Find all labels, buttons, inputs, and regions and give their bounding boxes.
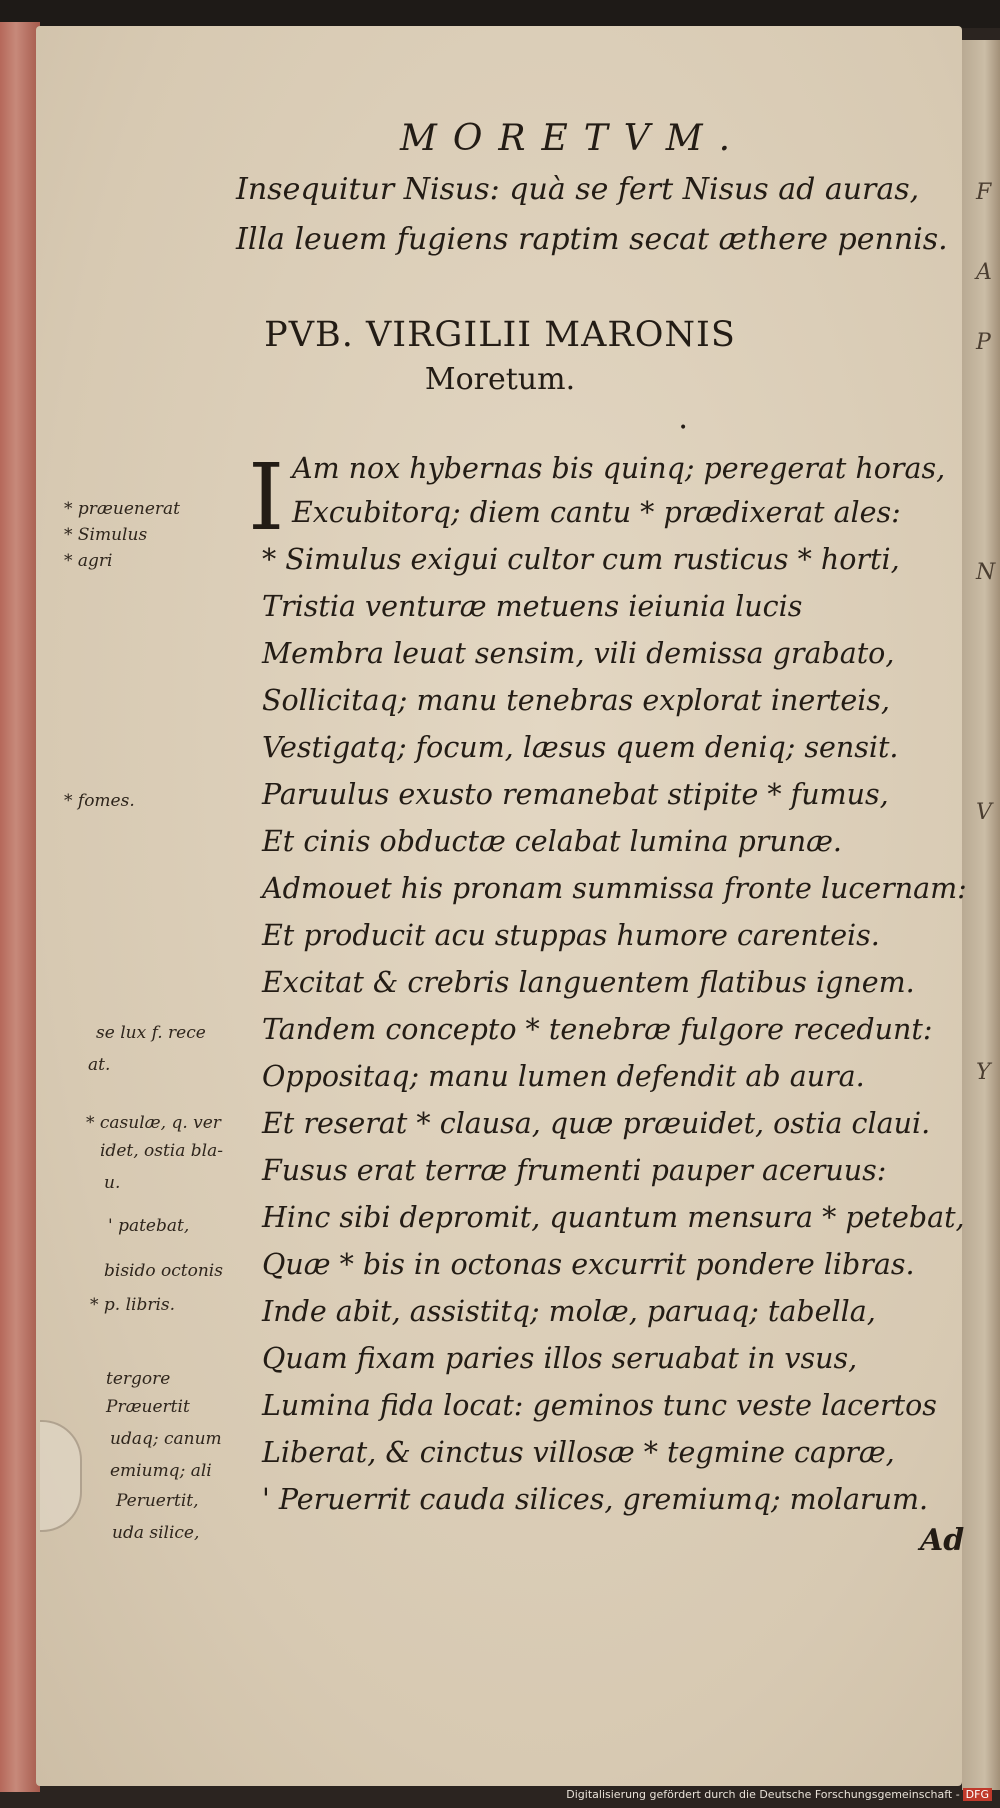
running-head: MORETVM. xyxy=(400,118,747,159)
adjacent-page-letter: V xyxy=(976,800,992,825)
poem-line: Paruulus exusto remanebat stipite * fumus, xyxy=(262,778,889,811)
adjacent-page-letter: N xyxy=(976,560,996,585)
poem-line: Excitat & crebris languentem flatibus ignem. xyxy=(262,966,915,999)
drop-cap: I xyxy=(248,444,285,551)
poem-line: Admouet his pronam summissa fronte lucernam: xyxy=(262,872,967,905)
credit-text: Digitalisierung gefördert durch die Deutsche Forschungsgemeinschaft - xyxy=(566,1788,960,1801)
marginal-gloss: bisido octonis xyxy=(104,1261,223,1281)
poem-line: Lumina fida locat: geminos tunc veste lacertos xyxy=(262,1389,937,1422)
marginal-gloss: * præuenerat xyxy=(64,499,181,519)
marginal-gloss: udaq; canum xyxy=(110,1429,222,1449)
poem-title: PVB. VIRGILII MARONIS xyxy=(264,315,736,355)
poem-line: Excubitorq; diem cantu * prædixerat ales: xyxy=(292,496,901,529)
poem-line: Oppositaq; manu lumen defendit ab aura. xyxy=(262,1060,865,1093)
poem-line: * Simulus exigui cultor cum rusticus * horti, xyxy=(262,543,900,576)
poem-line: Vestigatq; focum, læsus quem deniq; sensit. xyxy=(262,731,899,764)
poem-line: Quam fixam paries illos seruabat in vsus, xyxy=(262,1342,858,1375)
marginal-gloss: at. xyxy=(88,1055,111,1075)
poem-line: Quæ * bis in octonas excurrit pondere libras. xyxy=(262,1248,915,1281)
catchword: Ad xyxy=(920,1523,965,1558)
adjacent-page xyxy=(962,40,1000,1790)
poem-line: Fusus erat terræ frumenti pauper aceruus: xyxy=(262,1154,887,1187)
poem-line: Et cinis obductæ celabat lumina prunæ. xyxy=(262,825,842,858)
poem-line: Tandem concepto * tenebræ fulgore recedunt: xyxy=(262,1013,933,1046)
adjacent-page-letter: P xyxy=(976,330,991,355)
marginal-gloss: * agri xyxy=(64,551,113,571)
marginal-gloss: * casulæ, q. ver xyxy=(86,1113,221,1133)
digitization-credit xyxy=(566,1788,992,1801)
adjacent-page-letter: A xyxy=(976,260,992,285)
marginal-gloss: uda silice, xyxy=(112,1523,200,1543)
poem-line: Liberat, & cinctus villosæ * tegmine capræ, xyxy=(262,1436,895,1469)
marginal-gloss: idet, ostia bla- xyxy=(100,1141,223,1161)
marginal-gloss: u. xyxy=(104,1173,121,1193)
marginal-gloss: Peruertit, xyxy=(116,1491,199,1511)
dfg-logo: DFG xyxy=(963,1788,992,1801)
verse-line: Illa leuem fugiens raptim secat æthere pennis. xyxy=(236,222,948,257)
poem-line: Sollicitaq; manu tenebras explorat inerteis, xyxy=(262,684,890,717)
marginal-gloss: se lux f. rece xyxy=(96,1023,206,1043)
marginal-gloss: * p. libris. xyxy=(90,1295,176,1315)
adjacent-page-letter: F xyxy=(976,180,992,205)
poem-line: Et producit acu stuppas humore carenteis. xyxy=(262,919,880,952)
marginal-gloss: ' patebat, xyxy=(108,1216,190,1236)
poem-line: ' Peruerrit cauda silices, gremiumq; molarum. xyxy=(262,1483,929,1516)
poem-line: Tristia venturæ metuens ieiunia lucis xyxy=(262,590,803,623)
verse-line: Insequitur Nisus: quà se fert Nisus ad auras, xyxy=(236,172,920,207)
marginal-gloss: * fomes. xyxy=(64,791,135,811)
book-edge xyxy=(0,22,40,1792)
poem-line: Am nox hybernas bis quinq; peregerat horas, xyxy=(292,452,946,485)
marginal-gloss: * Simulus xyxy=(64,525,148,545)
scan-background xyxy=(0,0,1000,28)
poem-line: Et reserat * clausa, quæ præuidet, ostia claui. xyxy=(262,1107,931,1140)
adjacent-page-letter: Y xyxy=(976,1060,991,1085)
marginal-gloss: Præuertit xyxy=(106,1397,190,1417)
poem-line: Membra leuat sensim, vili demissa grabato, xyxy=(262,637,895,670)
poem-line: Inde abit, assistitq; molæ, paruaq; tabella, xyxy=(262,1295,876,1328)
marginal-gloss: tergore xyxy=(106,1369,171,1389)
ornament-dot: • xyxy=(679,420,688,436)
poem-line: Hinc sibi depromit, quantum mensura * petebat, xyxy=(262,1201,965,1234)
marginal-gloss: emiumq; ali xyxy=(110,1461,212,1481)
poem-subtitle: Moretum. xyxy=(424,362,576,397)
